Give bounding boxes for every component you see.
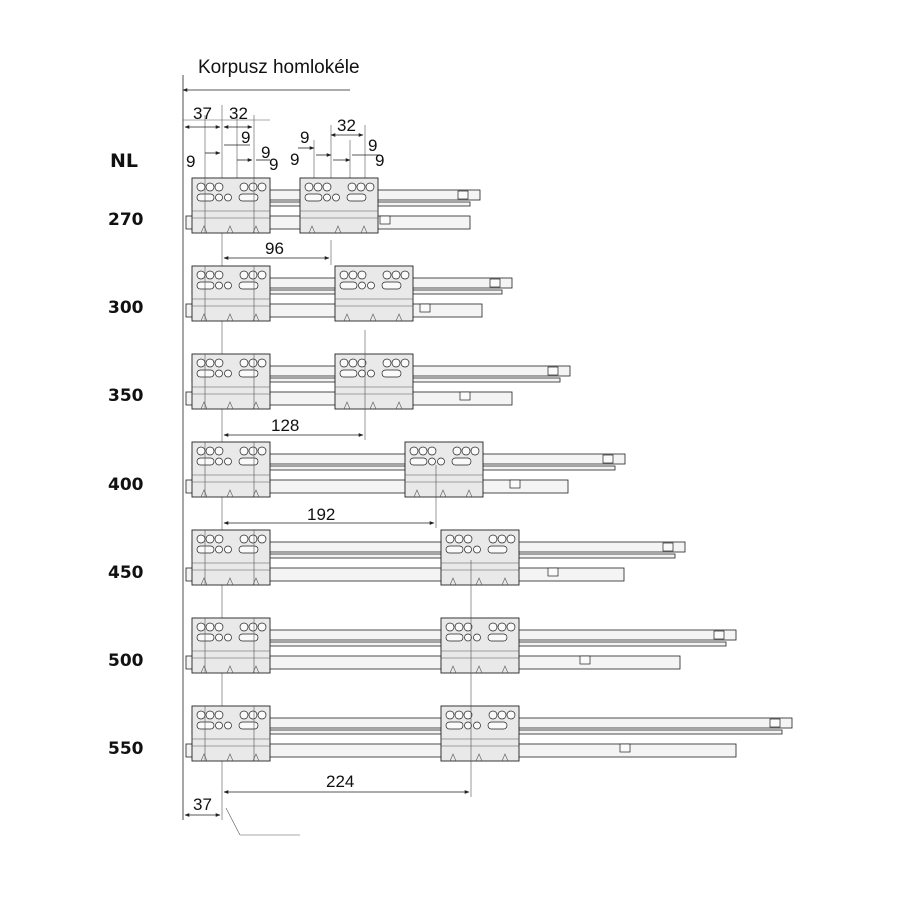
rail-end-clip [770,719,780,727]
slide-row-7 [186,706,792,761]
mount-block-rear [335,266,413,321]
mount-block-front [192,354,270,409]
length-label-500: 500 [108,651,144,671]
mount-block-front [192,178,270,233]
rail-tab [548,568,558,576]
length-label-300: 300 [108,298,144,318]
slide-row-6 [186,618,736,673]
mount-block-front [192,618,270,673]
rail-end-clip [714,631,724,639]
dim-9-h: 9 [375,151,385,170]
rail-tab [460,392,470,400]
dim-37-bottom: 37 [193,795,212,814]
mount-block-rear [405,442,483,497]
spacing-96: 96 [265,239,284,258]
spacing-192: 192 [307,505,336,524]
dim-32-top-left: 32 [229,104,248,123]
rail-tab [580,656,590,664]
rail-tab [380,216,390,224]
dim-9-e: 9 [300,128,310,147]
slide-row-1 [186,178,480,233]
rail-end-clip [548,367,558,375]
dim-9-b: 9 [241,128,251,147]
dim-9-d: 9 [269,155,279,174]
mount-block-front [192,706,270,761]
rail-tab [620,744,630,752]
slide-row-3 [186,354,570,409]
mount-block-rear [300,178,378,233]
rail-end-clip [663,543,673,551]
top-dimensions-left [183,104,278,180]
length-label-350: 350 [108,386,144,406]
dim-9-c: 9 [261,143,271,162]
slide-row-2 [186,266,512,321]
dim-9-g: 9 [368,136,378,155]
mount-block-front [192,530,270,585]
length-label-450: 450 [108,563,144,583]
dim-9-f: 9 [290,150,300,169]
length-label-400: 400 [108,475,144,495]
length-label-270: 270 [108,210,144,230]
spacing-224: 224 [326,772,355,791]
header-label: Korpusz homlokéle [198,57,360,78]
dim-37-top: 37 [193,104,212,123]
mount-block-rear [441,706,519,761]
rail-tab [510,480,520,488]
slide-row-5 [186,530,685,585]
mount-block-front [192,266,270,321]
rail-end-clip [490,279,500,287]
length-label-550: 550 [108,739,144,759]
mount-block-rear [335,354,413,409]
dim-32-top-right: 32 [337,116,356,135]
rail-end-clip [458,191,468,199]
spacing-128: 128 [271,416,300,435]
mount-block-rear [441,530,519,585]
mount-block-front [192,442,270,497]
top-dimensions-right [290,116,384,180]
slide-rows [186,178,792,761]
bottom-dimension [185,795,300,835]
rail-tab [420,304,430,312]
slide-row-4 [186,442,625,497]
rail-end-clip [603,455,613,463]
mount-block-rear [441,618,519,673]
dim-9-a: 9 [186,152,196,171]
column-header-nl: NL [110,150,139,172]
